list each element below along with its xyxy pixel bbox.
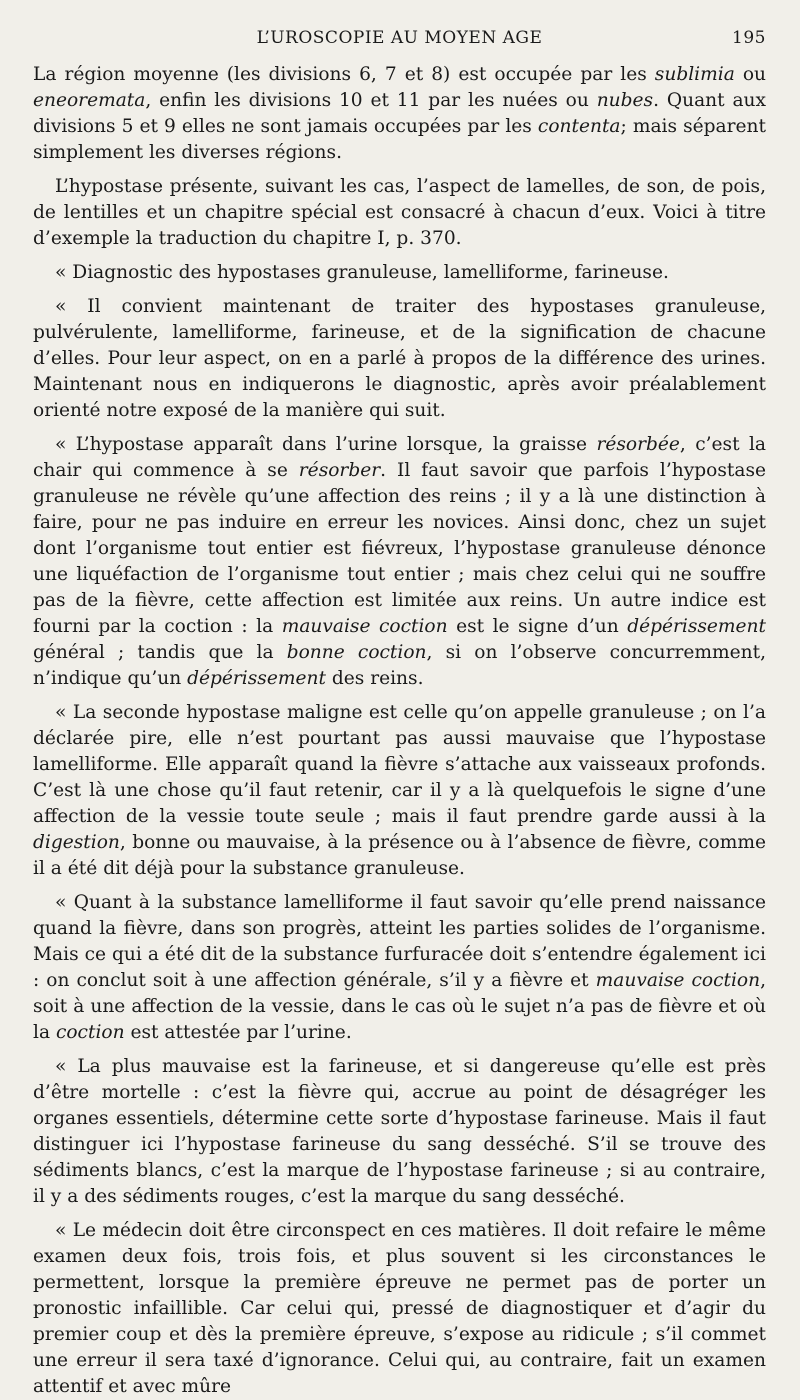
page-number: 195 (732, 28, 766, 48)
body-text (33, 62, 766, 1400)
italic-term: sublimia (654, 64, 735, 85)
italic-term: digestion (33, 832, 120, 853)
text-run: est le signe d’un (447, 616, 628, 637)
text-run: La région moyenne (les divisions 6, 7 et 8) est occupée par les (33, 64, 655, 85)
text-run: . Il faut savoir que parfois l’hypostase granuleuse ne révèle qu’une affection des reins ; il y a là une distinction à faire, pour ne pas induire en erreur les novices. Ainsi donc, chez un sujet dont l’organisme tout entier est fiévreux, l’hypostase granuleuse dénonce une liquéfaction de l’organisme tout entier ; mais chez celui qui ne souffre pas de la fièvre, cette affection est limitée aux reins. Un autre indice est fourni par la coction : la (33, 460, 766, 637)
text-run: « Il convient maintenant de traiter des hypostases granuleuse, pulvérulente, lamelliforme, farineuse, et de la signification de chacune d’elles. Pour leur aspect, on en a parlé à propos de la différence des urines. Maintenant nous en indiquerons le diagnostic, après avoir préalablement orienté notre exposé de la manière qui suit. (33, 296, 766, 421)
italic-term: eneoremata (33, 90, 146, 111)
text-run: , si on l’observe concurremment, n’indique qu’un (33, 642, 767, 689)
text-run: « Diagnostic des hypostases granuleuse, lamelliforme, farineuse. (55, 262, 669, 283)
running-head (33, 22, 766, 62)
italic-term: mauvaise coction (595, 970, 761, 991)
text-run: « L’hypostase apparaît dans l’urine lorsque, la graisse (55, 434, 597, 455)
paragraph (33, 1054, 766, 1210)
italic-term: coction (55, 1022, 125, 1043)
paragraph (33, 890, 766, 1046)
text-run: , bonne ou mauvaise, à la présence ou à l’absence de fièvre, comme il a été dit déjà pour la substance granuleuse. (33, 832, 766, 879)
italic-term: mauvaise coction (281, 616, 448, 637)
text-run: « Le médecin doit être circonspect en ces matières. Il doit refaire le même examen deux fois, trois fois, et plus souvent si les circonstances le permettent, lorsque la première épreuve ne permet pas de porter un pronostic infaillible. Car celui qui, pressé de diagnostiquer et d’agir du premier coup et dès la première épreuve, s’expose au ridicule ; s’il commet une erreur il sera taxé d’ignorance. Celui qui, au contraire, fait un examen attentif et avec mûre (33, 1220, 766, 1397)
paragraph (33, 294, 766, 424)
paragraph (33, 1218, 766, 1400)
italic-term: résorbée (596, 434, 680, 455)
text-run: , c’est la chair qui commence à se (33, 434, 766, 481)
paragraph (33, 700, 766, 882)
italic-term: bonne coction (286, 642, 427, 663)
text-run: , soit à une affection de la vessie, dans le cas où le sujet n’a pas de fièvre et où la (33, 970, 766, 1043)
text-run: est attestée par l’urine. (124, 1022, 352, 1043)
text-run: « La plus mauvaise est la farineuse, et si dangereuse qu’elle est près d’être mortelle : c’est la fièvre qui, accrue au point de désagréger les organes essentiels, détermine cette sorte d’hypostase farineuse. Mais il faut distinguer ici l’hypostase farineuse du sang desséché. S’il se trouve des sédiments blancs, c’est la marque de l’hypostase farineuse ; si au contraire, il y a des sédiments rouges, c’est la marque du sang desséché. (33, 1056, 766, 1207)
text-run: des reins. (325, 668, 424, 689)
text-run: L’hypostase présente, suivant les cas, l’aspect de lamelles, de son, de pois, de lentilles et un chapitre spécial est consacré à chacun d’eux. Voici à titre d’exemple la traduction du chapitre I, p. 370. (33, 176, 766, 249)
text-run: ou (734, 64, 766, 85)
paragraph (33, 62, 766, 166)
italic-term: dépérissement (627, 616, 767, 637)
text-run: , enfin les divisions 10 et 11 par les nuées ou (145, 90, 597, 111)
italic-term: nubes (596, 90, 654, 111)
italic-term: résorber (298, 460, 381, 481)
paragraph (33, 174, 766, 252)
text-run: général ; tandis que la (33, 642, 287, 663)
running-title: L’UROSCOPIE AU MOYEN AGE (256, 28, 543, 48)
text-run: « Quant à la substance lamelliforme il faut savoir qu’elle prend naissance quand la fièvre, dans son progrès, atteint les parties solides de l’organisme. Mais ce qui a été dit de la substance furfuracée doit s’entendre également ici : on conclut soit à une affection générale, s’il y a fièvre et (33, 892, 766, 991)
text-run: . Quant aux divisions 5 et 9 elles ne sont jamais occupées par les (33, 90, 767, 137)
paragraph (33, 432, 766, 692)
text-run: ; mais séparent simplement les diverses régions. (33, 116, 766, 163)
italic-term: contenta (537, 116, 621, 137)
text-run: « La seconde hypostase maligne est celle qu’on appelle granuleuse ; on l’a déclarée pire, elle n’est pourtant pas aussi mauvaise que l’hypostase lamelliforme. Elle apparaît quand la fièvre s’attache aux vaisseaux profonds. C’est là une chose qu’il faut retenir, car il y a là quelquefois le signe d’une affection de la vessie toute seule ; mais il faut prendre garde aussi à la (33, 702, 766, 827)
italic-term: dépérissement (187, 668, 326, 689)
paragraph (33, 260, 766, 286)
